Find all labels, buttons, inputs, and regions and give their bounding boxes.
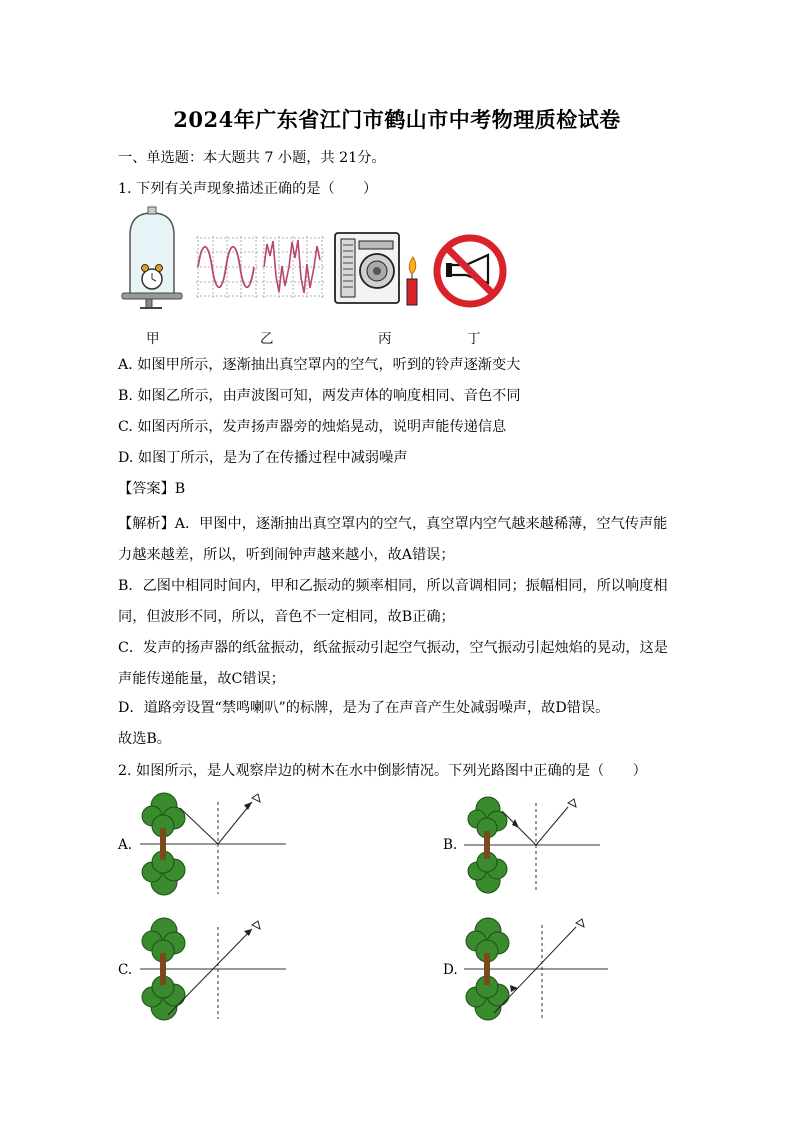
figure-caption-bing: 丙 bbox=[378, 331, 392, 347]
q2-option-d-label: D. bbox=[443, 962, 458, 978]
q2-option-c-diagram bbox=[140, 915, 290, 1025]
question-2-stem: 2. 如图所示，是人观察岸边的树木在水中倒影情况。下列光路图中正确的是（ ） bbox=[118, 763, 647, 779]
q1-analysis-d: D．道路旁设置“禁鸣喇叭”的标牌，是为了在声音产生处减弱噪声，故D错误。 bbox=[118, 700, 610, 716]
q1-answer: 【答案】B bbox=[118, 481, 186, 497]
q2-option-d-diagram bbox=[464, 915, 614, 1025]
figure-caption-yi: 乙 bbox=[260, 331, 274, 347]
q1-option-a: A. 如图甲所示，逐渐抽出真空罩内的空气，听到的铃声逐渐变大 bbox=[118, 357, 521, 373]
question-1-stem: 1. 下列有关声现象描述正确的是（ ） bbox=[118, 181, 378, 197]
bell-jar-figure bbox=[118, 205, 186, 313]
waveform-a-icon bbox=[196, 236, 258, 298]
figure-caption-ding: 丁 bbox=[467, 331, 481, 347]
q2-option-b-label: B. bbox=[443, 837, 458, 853]
q1-analysis-a: 【解析】A．甲图中，逐渐抽出真空罩内的空气，真空罩内空气越来越稀薄，空气传声能力越来越差，所以，听到闹钟声越来越小，故A错误； bbox=[118, 516, 668, 563]
figure-caption-jia: 甲 bbox=[146, 331, 160, 347]
q2-option-a-diagram bbox=[140, 790, 290, 900]
q1-option-d: D. 如图丁所示，是为了在传播过程中减弱噪声 bbox=[118, 450, 408, 466]
q2-option-b-diagram bbox=[464, 795, 604, 895]
q1-conclusion: 故选B。 bbox=[118, 731, 171, 747]
q1-option-b: B. 如图乙所示，由声波图可知，两发声体的响度相同、音色不同 bbox=[118, 388, 521, 404]
waveform-b-icon bbox=[262, 236, 324, 298]
q1-analysis-b: B．乙图中相同时间内，甲和乙振动的频率相同，所以音调相同；振幅相同，所以响度相同，但波形不同，所以，音色不一定相同，故B正确； bbox=[118, 578, 668, 625]
q2-option-c-label: C. bbox=[118, 962, 133, 978]
page-title: 2024年广东省江门市鹤山市中考物理质检试卷 bbox=[173, 107, 621, 132]
no-horn-sign-icon bbox=[432, 233, 508, 309]
section-heading: 一、单选题：本大题共 7 小题，共 21分。 bbox=[118, 150, 386, 166]
q1-option-c: C. 如图丙所示，发声扬声器旁的烛焰晃动，说明声能传递信息 bbox=[118, 419, 507, 435]
speaker-candle-figure bbox=[333, 227, 425, 309]
q2-option-a-label: A. bbox=[118, 837, 133, 853]
q1-analysis-c: C．发声的扬声器的纸盆振动，纸盆振动引起空气振动，空气振动引起烛焰的晃动，这是声能传递能量，故C错误； bbox=[118, 640, 668, 687]
